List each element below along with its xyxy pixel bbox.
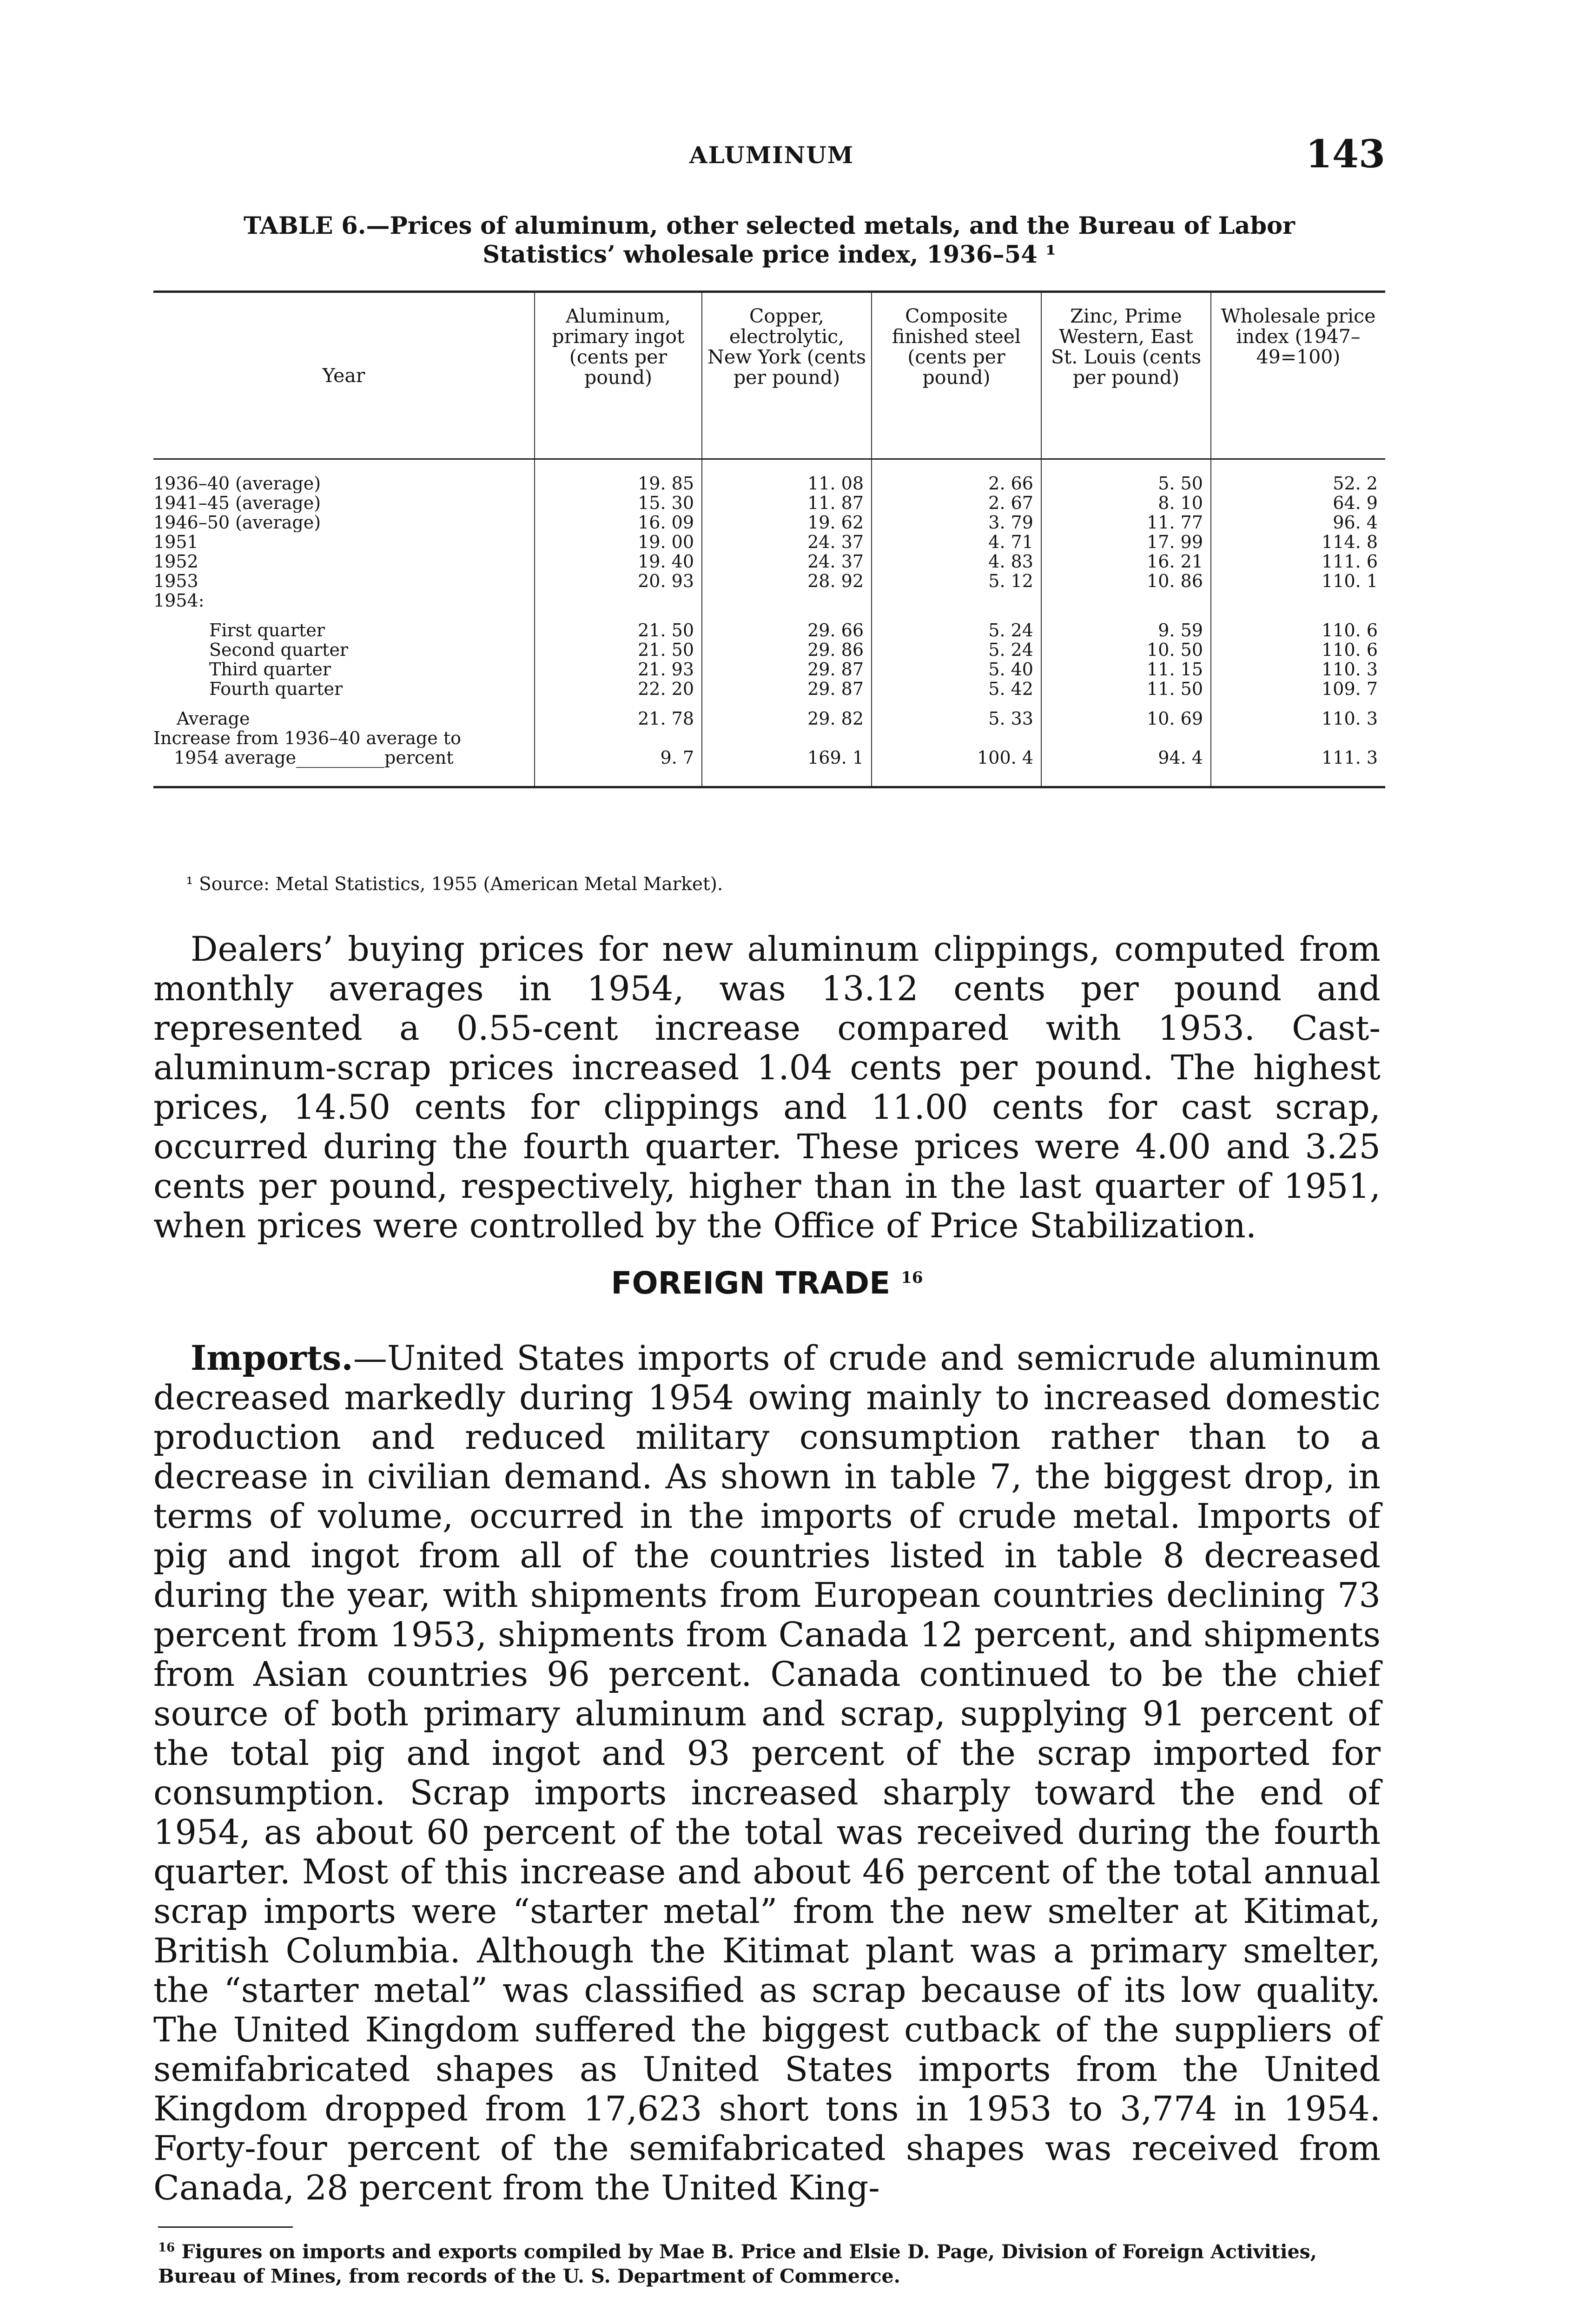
cell-wholesale: 64. 9 xyxy=(1211,493,1385,513)
cell-aluminum xyxy=(535,728,702,748)
cell-wholesale: 111. 6 xyxy=(1211,552,1385,571)
table-row xyxy=(153,610,1385,640)
table-caption-line-2: Statistics’ wholesale price index, 1936–54 ¹ xyxy=(482,241,1056,269)
cell-copper: 11. 08 xyxy=(702,459,872,494)
cell-copper: 29. 87 xyxy=(702,660,872,679)
table-row xyxy=(153,699,1385,728)
table-row xyxy=(153,493,1385,513)
row-label: Third quarter xyxy=(209,660,331,679)
column-header-steel: Composite finished steel (cents per pound) xyxy=(872,292,1041,459)
row-label: 1941–45 (average) xyxy=(153,493,321,513)
cell-zinc: 16. 21 xyxy=(1041,552,1211,571)
cell-steel xyxy=(872,728,1041,748)
cell-steel: 5. 42 xyxy=(872,679,1041,699)
cell-wholesale xyxy=(1211,728,1385,748)
paragraph-text: —United States imports of crude and semicrude aluminum decreased markedly during 1954 owing mainly to increased domestic production and reduced military consumption rather than to a decrease in civilian demand. As shown in table 7, the biggest drop, in terms of volume, occurred in the imports of crude metal. Imports of pig and ingot from all of the countries listed in table 8 decreased during the year, with shipments from European countries declining 73 percent from 1953, shipments from Canada 12 percent, and shipments from Asian countries 96 percent. Canada continued to be the chief source of both primary aluminum and scrap, supplying 91 percent of the total pig and ingot and 93 percent of the scrap imported for consumption. Scrap imports increased sharply toward the end of 1954, as about 60 percent of the total was received during the fourth quarter. Most of this increase and about 46 percent of the total annual scrap imports were “starter metal” from the new smelter at Kitimat, British Columbia. Although the Kitimat plant was a primary smelter, the “starter metal” was classified as scrap because of its low quality. The United Kingdom suffered the biggest cutback of the suppliers of semifabricated shapes as United States imports from the United Kingdom dropped from 17,623 short tons in 1953 to 3,774 in 1954. Forty-four percent of the semifabricated shapes was received from Canada, 28 percent from the United King- xyxy=(153,1339,1381,2208)
cell-wholesale: 110. 6 xyxy=(1211,640,1385,660)
cell-aluminum: 22. 20 xyxy=(535,679,702,699)
cell-aluminum: 16. 09 xyxy=(535,513,702,532)
table-row xyxy=(153,748,1385,787)
scrap-prices-paragraph xyxy=(153,930,1381,1246)
paragraph xyxy=(153,1339,1381,2208)
table-row xyxy=(153,728,1385,748)
page-footnote xyxy=(158,2236,1385,2288)
cell-aluminum: 19. 00 xyxy=(535,532,702,552)
cell-copper: 11. 87 xyxy=(702,493,872,513)
footnote-text: Figures on imports and exports compiled by Mae B. Price and Elsie D. Page, Division of Foreign Activities, Bureau of Mines, from records of the U. S. Department of Commerce. xyxy=(158,2240,1317,2287)
cell-zinc xyxy=(1041,591,1211,610)
cell-aluminum: 21. 93 xyxy=(535,660,702,679)
cell-copper xyxy=(702,591,872,610)
cell-wholesale: 110. 6 xyxy=(1211,610,1385,640)
table-row xyxy=(153,640,1385,660)
row-label: 1946–50 (average) xyxy=(153,513,321,532)
cell-wholesale: 110. 3 xyxy=(1211,699,1385,728)
table-header-row xyxy=(153,292,1385,459)
cell-aluminum: 9. 7 xyxy=(535,748,702,787)
page-number: 143 xyxy=(1305,132,1385,177)
cell-steel: 5. 33 xyxy=(872,699,1041,728)
cell-zinc: 11. 15 xyxy=(1041,660,1211,679)
cell-wholesale: 110. 1 xyxy=(1211,571,1385,591)
cell-aluminum: 20. 93 xyxy=(535,571,702,591)
row-label: Average xyxy=(177,708,250,728)
cell-zinc: 94. 4 xyxy=(1041,748,1211,787)
table-row xyxy=(153,571,1385,591)
column-header-copper: Copper, electrolytic, New York (cents per pound) xyxy=(702,292,872,459)
cell-copper xyxy=(702,728,872,748)
row-label: 1954 average__________percent xyxy=(153,748,535,787)
cell-steel xyxy=(872,591,1041,610)
column-header-wholesale-index: Wholesale price index (1947–49=100) xyxy=(1211,292,1385,459)
cell-aluminum: 21. 50 xyxy=(535,640,702,660)
cell-copper: 24. 37 xyxy=(702,552,872,571)
cell-wholesale: 114. 8 xyxy=(1211,532,1385,552)
section-heading-footnote-ref: 16 xyxy=(901,1268,923,1287)
cell-steel: 5. 24 xyxy=(872,640,1041,660)
cell-aluminum: 19. 40 xyxy=(535,552,702,571)
row-label: 1936–40 (average) xyxy=(153,473,321,493)
cell-copper: 169. 1 xyxy=(702,748,872,787)
cell-zinc: 11. 50 xyxy=(1041,679,1211,699)
table-row xyxy=(153,679,1385,699)
table-row xyxy=(153,459,1385,494)
table-caption-line-1: TABLE 6.—Prices of aluminum, other selected metals, and the Bureau of Labor xyxy=(243,212,1295,240)
row-label: 1954: xyxy=(153,591,205,610)
cell-wholesale: 109. 7 xyxy=(1211,679,1385,699)
cell-zinc: 10. 69 xyxy=(1041,699,1211,728)
running-title: ALUMINUM xyxy=(689,141,854,169)
footnote-marker: 16 xyxy=(158,2241,175,2255)
table-row xyxy=(153,532,1385,552)
table-footnote: ¹ Source: Metal Statistics, 1955 (American Metal Market). xyxy=(186,874,723,895)
cell-copper: 19. 62 xyxy=(702,513,872,532)
row-label: First quarter xyxy=(209,620,325,640)
row-label: Increase from 1936–40 average to xyxy=(153,728,461,748)
paragraph-text: Dealers’ buying prices for new aluminum clippings, computed from monthly averages in 1954, was 13.12 cents per pound and represented a 0.55-cent increase compared with 1953. Cast-aluminum-scrap prices increased 1.04 cents per pound. The highest prices, 14.50 cents for clippings and 11.00 cents for cast scrap, occurred during the fourth quarter. These prices were 4.00 and 3.25 cents per pound, respectively, higher than in the last quarter of 1951, when prices were controlled by the Office of Price Stabilization. xyxy=(153,930,1381,1246)
cell-steel: 4. 71 xyxy=(872,532,1041,552)
table-row xyxy=(153,660,1385,679)
section-heading xyxy=(153,1265,1381,1301)
cell-copper: 28. 92 xyxy=(702,571,872,591)
cell-zinc: 5. 50 xyxy=(1041,459,1211,494)
cell-copper: 29. 82 xyxy=(702,699,872,728)
row-label: Fourth quarter xyxy=(209,679,343,699)
cell-aluminum: 15. 30 xyxy=(535,493,702,513)
column-header-aluminum: Aluminum, primary ingot (cents per pound) xyxy=(535,292,702,459)
cell-aluminum: 21. 50 xyxy=(535,610,702,640)
cell-copper: 24. 37 xyxy=(702,532,872,552)
cell-steel: 5. 40 xyxy=(872,660,1041,679)
cell-zinc: 9. 59 xyxy=(1041,610,1211,640)
imports-paragraph xyxy=(153,1339,1381,2208)
cell-zinc: 8. 10 xyxy=(1041,493,1211,513)
cell-wholesale: 96. 4 xyxy=(1211,513,1385,532)
row-label: 1952 xyxy=(153,552,198,571)
imports-run-in-heading: Imports. xyxy=(191,1338,353,1378)
section-heading-text: FOREIGN TRADE xyxy=(611,1265,891,1301)
cell-aluminum: 19. 85 xyxy=(535,459,702,494)
cell-steel: 5. 12 xyxy=(872,571,1041,591)
cell-zinc: 10. 86 xyxy=(1041,571,1211,591)
cell-zinc: 17. 99 xyxy=(1041,532,1211,552)
row-label: 1951 xyxy=(153,532,198,552)
row-label: 1953 xyxy=(153,571,198,591)
table-row xyxy=(153,513,1385,532)
cell-wholesale: 111. 3 xyxy=(1211,748,1385,787)
cell-steel: 3. 79 xyxy=(872,513,1041,532)
running-head xyxy=(158,132,1385,186)
row-label: Second quarter xyxy=(209,640,349,660)
column-header-year: Year xyxy=(153,292,535,459)
cell-copper: 29. 87 xyxy=(702,679,872,699)
cell-copper: 29. 86 xyxy=(702,640,872,660)
table-row xyxy=(153,591,1385,610)
cell-wholesale: 52. 2 xyxy=(1211,459,1385,494)
cell-zinc: 10. 50 xyxy=(1041,640,1211,660)
cell-zinc xyxy=(1041,728,1211,748)
cell-zinc: 11. 77 xyxy=(1041,513,1211,532)
footnote-divider xyxy=(158,2226,293,2228)
cell-aluminum: 21. 78 xyxy=(535,699,702,728)
cell-steel: 2. 67 xyxy=(872,493,1041,513)
cell-steel: 100. 4 xyxy=(872,748,1041,787)
table-row xyxy=(153,552,1385,571)
cell-wholesale xyxy=(1211,591,1385,610)
column-header-zinc: Zinc, Prime Western, East St. Louis (cents per pound) xyxy=(1041,292,1211,459)
cell-copper: 29. 66 xyxy=(702,610,872,640)
cell-steel: 2. 66 xyxy=(872,459,1041,494)
price-table xyxy=(153,290,1385,788)
price-table-container xyxy=(153,290,1385,788)
cell-steel: 4. 83 xyxy=(872,552,1041,571)
cell-wholesale: 110. 3 xyxy=(1211,660,1385,679)
table-caption xyxy=(153,211,1385,269)
cell-steel: 5. 24 xyxy=(872,610,1041,640)
cell-aluminum xyxy=(535,591,702,610)
